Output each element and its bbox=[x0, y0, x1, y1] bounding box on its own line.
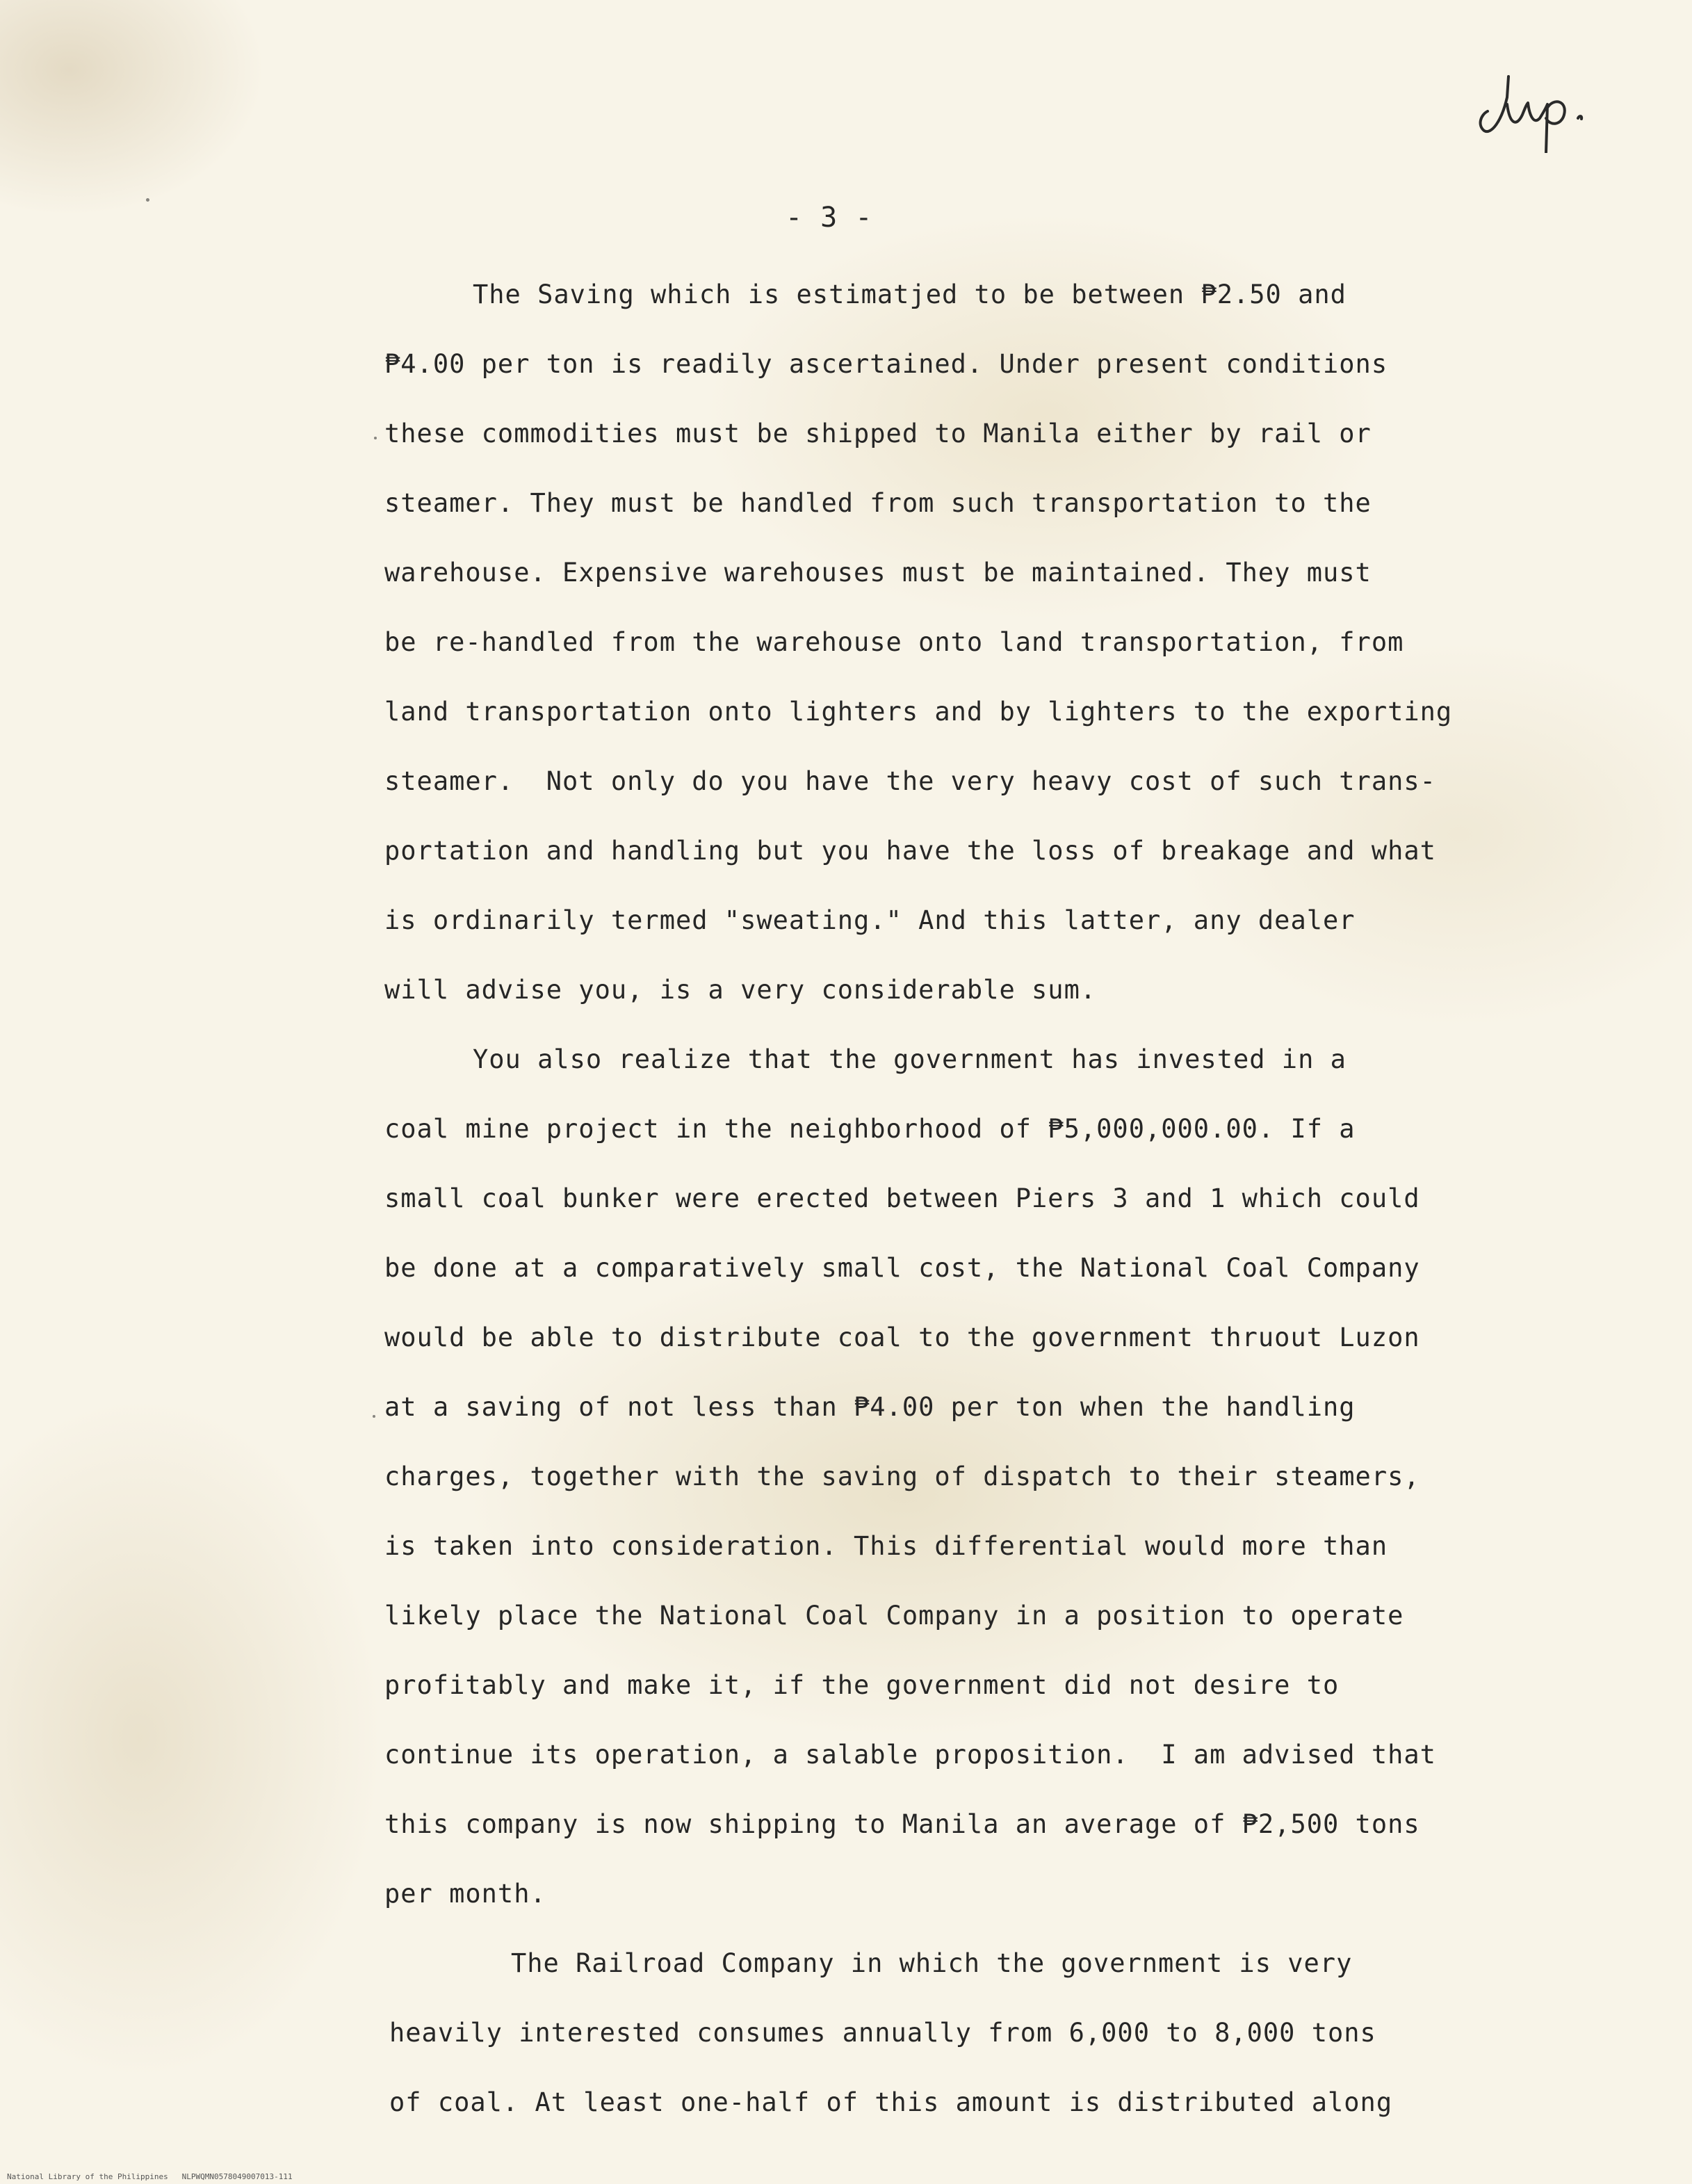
archive-footer: National Library of the Philippines NLPWQMN0578049007013-111 bbox=[7, 2172, 293, 2181]
paragraph-1-line-11: will advise you, is a very considerable sum. bbox=[384, 975, 1097, 1005]
handwritten-dup-mark bbox=[1474, 49, 1599, 153]
paragraph-1-line-5: warehouse. Expensive warehouses must be maintained. They must bbox=[384, 558, 1372, 588]
paragraph-3-line-2: heavily interested consumes annually from 6,000 to 8,000 tons bbox=[389, 2018, 1376, 2048]
page-number: - 3 - bbox=[786, 202, 873, 234]
paragraph-2-line-4: be done at a comparatively small cost, the National Coal Company bbox=[384, 1253, 1420, 1283]
ink-speck bbox=[146, 198, 149, 202]
paragraph-2-line-3: small coal bunker were erected between Piers 3 and 1 which could bbox=[384, 1183, 1420, 1213]
paragraph-1-line-3: these commodities must be shipped to Manila either by rail or bbox=[384, 419, 1372, 448]
paragraph-2-line-9: likely place the National Coal Company in a position to operate bbox=[384, 1601, 1404, 1631]
paragraph-3-line-1: The Railroad Company in which the government is very bbox=[511, 1948, 1353, 1978]
paragraph-2-line-6: at a saving of not less than ₱4.00 per ton when the handling bbox=[384, 1392, 1356, 1422]
paragraph-2-line-7: charges, together with the saving of dispatch to their steamers, bbox=[384, 1462, 1420, 1491]
paragraph-1-line-2: ₱4.00 per ton is readily ascertained. Under present conditions bbox=[384, 349, 1388, 379]
handwritten-note bbox=[1474, 49, 1599, 153]
paragraph-2-line-1: You also realize that the government has invested in a bbox=[473, 1044, 1347, 1074]
paragraph-2-line-11: continue its operation, a salable proposition. I am advised that bbox=[384, 1740, 1436, 1770]
paragraph-3-line-3: of coal. At least one-half of this amount is distributed along bbox=[389, 2087, 1393, 2117]
paragraph-1-line-4: steamer. They must be handled from such transportation to the bbox=[384, 488, 1372, 518]
paragraph-1-line-9: portation and handling but you have the loss of breakage and what bbox=[384, 836, 1436, 866]
paragraph-2-line-2: coal mine project in the neighborhood of ₱5,000,000.00. If a bbox=[384, 1114, 1356, 1144]
paragraph-1-line-6: be re-handled from the warehouse onto land transportation, from bbox=[384, 627, 1404, 657]
paragraph-1-line-8: steamer. Not only do you have the very heavy cost of such trans- bbox=[384, 766, 1436, 796]
paragraph-2-line-12: this company is now shipping to Manila an average of ₱2,500 tons bbox=[384, 1809, 1420, 1839]
paragraph-1-line-7: land transportation onto lighters and by lighters to the exporting bbox=[384, 697, 1453, 727]
ink-speck bbox=[374, 437, 377, 439]
paragraph-1-line-1: The Saving which is estimatjed to be between ₱2.50 and bbox=[473, 280, 1347, 309]
paragraph-2-line-8: is taken into consideration. This differential would more than bbox=[384, 1531, 1388, 1561]
paragraph-2-line-13: per month. bbox=[384, 1879, 546, 1909]
paragraph-2-line-5: would be able to distribute coal to the government thruout Luzon bbox=[384, 1322, 1420, 1352]
paragraph-1-line-10: is ordinarily termed "sweating." And this latter, any dealer bbox=[384, 905, 1356, 935]
ink-speck bbox=[373, 1415, 375, 1418]
paragraph-2-line-10: profitably and make it, if the government did not desire to bbox=[384, 1670, 1340, 1700]
